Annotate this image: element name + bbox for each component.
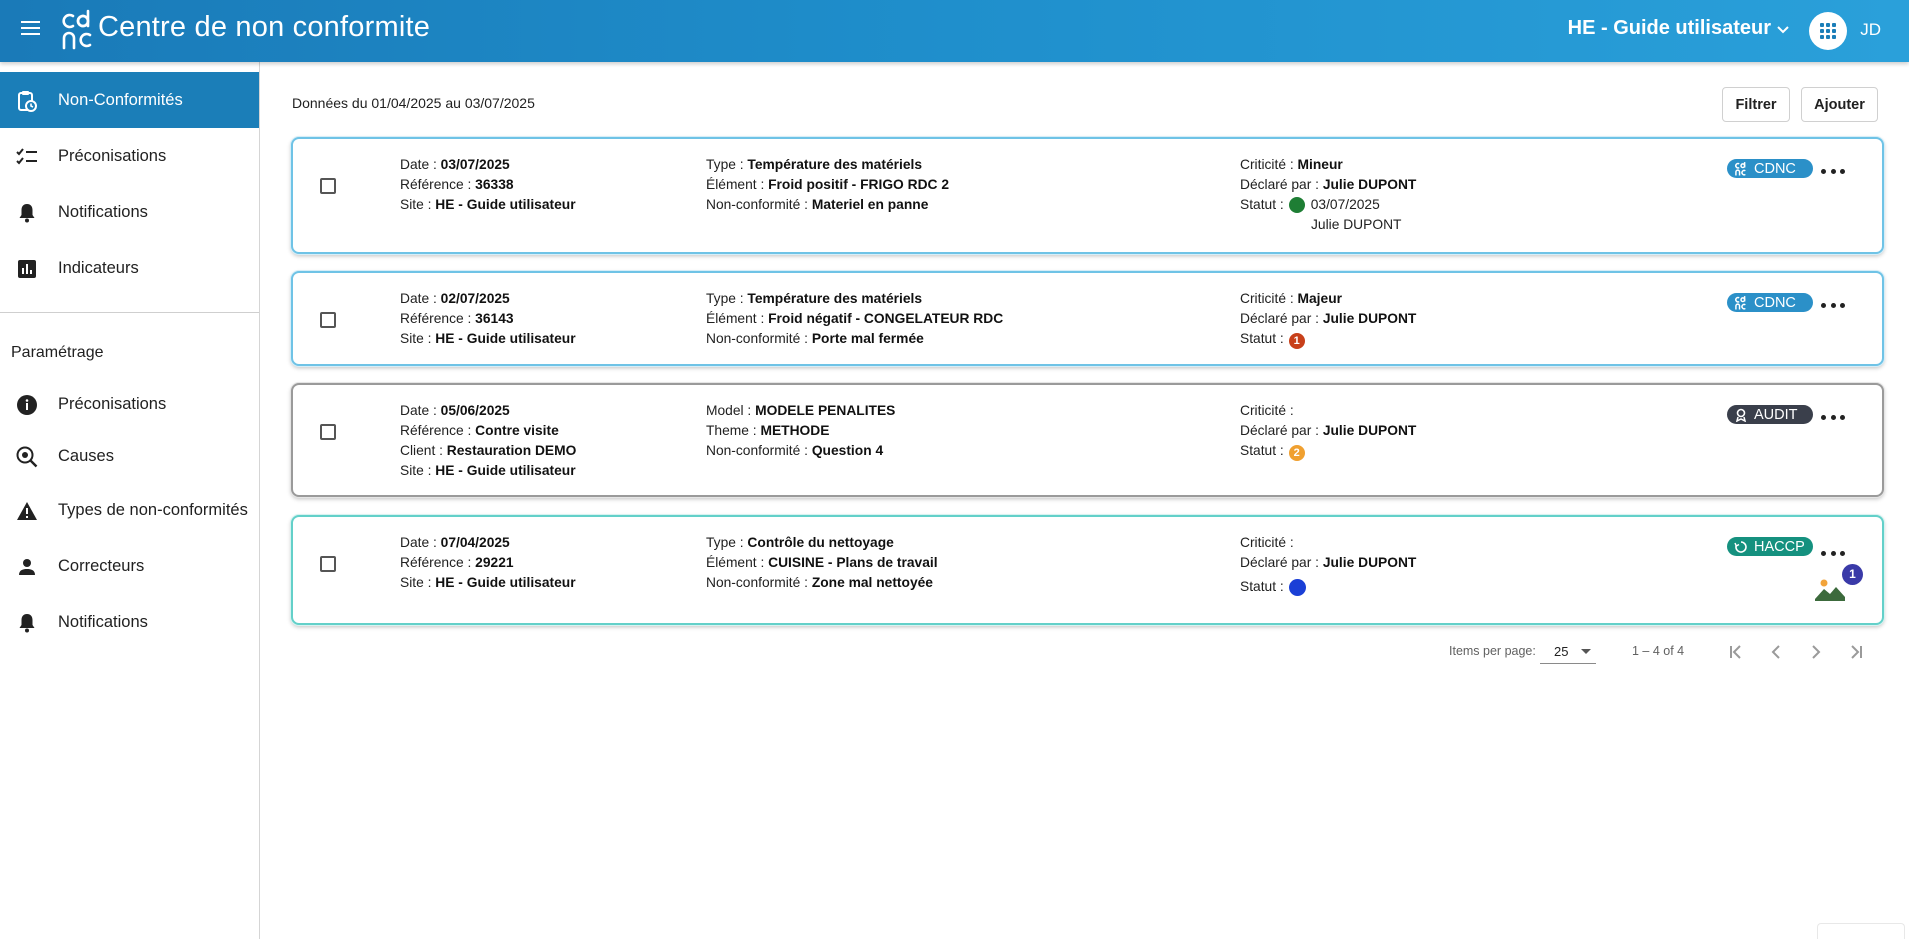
statut-label: Statut : xyxy=(1240,331,1284,346)
ref-label: Référence : xyxy=(400,311,472,326)
sidebar-item-settings-preconisations[interactable] xyxy=(0,376,259,432)
top-app-bar xyxy=(0,0,1909,62)
source-tag xyxy=(1727,405,1813,424)
tag-label: HACCP xyxy=(1754,538,1805,555)
sidebar-item-causes[interactable] xyxy=(0,428,259,484)
site-selector-label: HE - Guide utilisateur xyxy=(1567,17,1771,39)
sidebar-item-types-non-conformites[interactable] xyxy=(0,482,259,538)
type-label: Type : xyxy=(706,291,744,306)
ref-value: 29221 xyxy=(475,555,514,570)
cdnc-logo-icon xyxy=(1734,295,1748,311)
source-tag xyxy=(1727,159,1813,178)
add-button[interactable]: Ajouter xyxy=(1801,87,1878,122)
sidebar-item-label: Notifications xyxy=(58,612,148,631)
first-page-icon[interactable] xyxy=(1722,638,1750,666)
card-type-col xyxy=(706,533,938,593)
tag-label: CDNC xyxy=(1754,160,1796,177)
card-type-col xyxy=(706,155,949,215)
items-per-page-label: Items per page: xyxy=(1449,644,1536,658)
model-label: Model : xyxy=(706,403,752,418)
nc-label: Non-conformité : xyxy=(706,575,808,590)
ref-label: Référence : xyxy=(400,177,472,192)
site-value: HE - Guide utilisateur xyxy=(435,463,576,478)
statut-label: Statut : xyxy=(1240,197,1284,212)
crit-label: Criticité : xyxy=(1240,403,1294,418)
element-label: Élément : xyxy=(706,311,765,326)
audit-icon xyxy=(1734,408,1748,422)
ref-label: Référence : xyxy=(400,555,472,570)
menu-icon[interactable] xyxy=(18,17,44,43)
status-dot xyxy=(1289,579,1306,596)
date-label: Date : xyxy=(400,535,437,550)
declared-value: Julie DUPONT xyxy=(1322,177,1417,192)
element-value: CUISINE - Plans de travail xyxy=(768,555,938,570)
date-value: 07/04/2025 xyxy=(440,535,510,550)
type-value: Température des matériels xyxy=(747,291,923,306)
search-eye-icon xyxy=(16,446,38,468)
statut-by: Julie DUPONT xyxy=(1311,217,1402,232)
ref-value: 36338 xyxy=(475,177,514,192)
user-initials[interactable]: JD xyxy=(1860,20,1881,39)
more-actions-icon[interactable] xyxy=(1821,163,1845,179)
nc-value: Porte mal fermée xyxy=(811,331,924,346)
card-status-col xyxy=(1240,289,1416,349)
previous-page-icon[interactable] xyxy=(1762,638,1790,666)
date-value: 03/07/2025 xyxy=(440,157,510,172)
last-page-icon[interactable] xyxy=(1842,638,1870,666)
nc-label: Non-conformité : xyxy=(706,443,808,458)
sidebar-item-label: Indicateurs xyxy=(58,258,139,277)
client-value: Restauration DEMO xyxy=(446,443,577,458)
status-dot: 1 xyxy=(1289,333,1305,349)
nc-card[interactable] xyxy=(291,383,1884,497)
element-value: Froid négatif - CONGELATEUR RDC xyxy=(768,311,1004,326)
row-checkbox[interactable] xyxy=(320,178,336,194)
crit-value: Majeur xyxy=(1297,291,1342,306)
crit-value: Mineur xyxy=(1297,157,1343,172)
date-range-label: Données du 01/04/2025 au 03/07/2025 xyxy=(292,95,535,111)
tag-label: AUDIT xyxy=(1754,406,1798,423)
sidebar-item-preconisations[interactable] xyxy=(0,128,259,184)
declared-label: Déclaré par : xyxy=(1240,555,1319,570)
ref-label: Référence : xyxy=(400,423,472,438)
declared-label: Déclaré par : xyxy=(1240,177,1319,192)
sidebar-item-notifications[interactable] xyxy=(0,184,259,240)
statut-date: 03/07/2025 xyxy=(1310,197,1380,212)
ref-value: Contre visite xyxy=(475,423,559,438)
settings-section-label: Paramétrage xyxy=(11,344,104,361)
statut-label: Statut : xyxy=(1240,443,1284,458)
app-title: Centre de non conformite xyxy=(98,11,431,43)
cdnc-logo xyxy=(60,8,96,52)
card-info-col xyxy=(400,289,576,349)
sidebar-divider xyxy=(0,312,259,313)
type-label: Type : xyxy=(706,535,744,550)
site-label: Site : xyxy=(400,197,432,212)
declared-value: Julie DUPONT xyxy=(1322,555,1417,570)
site-value: HE - Guide utilisateur xyxy=(435,575,576,590)
date-label: Date : xyxy=(400,291,437,306)
clipboard-clock-icon xyxy=(16,90,38,112)
row-checkbox[interactable] xyxy=(320,312,336,328)
page-range-label: 1 – 4 of 4 xyxy=(1632,644,1685,658)
checklist-icon xyxy=(16,146,38,168)
more-actions-icon[interactable] xyxy=(1821,409,1845,425)
nc-card[interactable] xyxy=(291,515,1884,625)
attachment-count-badge: 1 xyxy=(1842,564,1863,585)
sidebar-item-non-conformites[interactable] xyxy=(0,72,259,128)
crit-label: Criticité : xyxy=(1240,157,1294,172)
date-value: 02/07/2025 xyxy=(440,291,510,306)
type-value: Température des matériels xyxy=(747,157,923,172)
warning-icon xyxy=(16,500,38,522)
sidebar-item-label: Préconisations xyxy=(58,146,167,165)
sidebar-item-indicateurs[interactable] xyxy=(0,240,259,296)
nc-label: Non-conformité : xyxy=(706,197,808,212)
bell-icon xyxy=(16,612,38,634)
declared-value: Julie DUPONT xyxy=(1322,311,1417,326)
status-dot: 2 xyxy=(1289,445,1305,461)
info-icon xyxy=(16,394,38,416)
sidebar-item-label: Correcteurs xyxy=(58,556,145,575)
type-value: Contrôle du nettoyage xyxy=(747,535,894,550)
filter-button[interactable]: Filtrer xyxy=(1722,87,1790,122)
status-dot xyxy=(1289,197,1305,213)
declared-label: Déclaré par : xyxy=(1240,311,1319,326)
sidebar-item-label: Types de non-conformités xyxy=(58,500,248,519)
element-label: Élément : xyxy=(706,177,765,192)
tag-label: CDNC xyxy=(1754,294,1796,311)
theme-value: METHODE xyxy=(760,423,830,438)
card-info-col xyxy=(400,155,576,215)
dropdown-arrow-icon xyxy=(1580,648,1592,656)
source-tag xyxy=(1727,293,1813,312)
card-status-col xyxy=(1240,401,1416,461)
date-label: Date : xyxy=(400,157,437,172)
card-type-col xyxy=(706,401,895,461)
more-actions-icon[interactable] xyxy=(1821,297,1845,313)
site-selector[interactable] xyxy=(1568,17,1791,40)
model-value: MODELE PENALITES xyxy=(755,403,896,418)
sidebar-item-label: Préconisations xyxy=(58,394,167,413)
image-attachment-icon[interactable] xyxy=(1815,577,1845,601)
date-value: 05/06/2025 xyxy=(440,403,510,418)
sidebar-item-label: Notifications xyxy=(58,202,148,221)
sidebar-item-label: Non-Conformités xyxy=(58,90,183,109)
source-tag xyxy=(1727,537,1813,556)
nc-card[interactable] xyxy=(291,271,1884,366)
next-page-icon[interactable] xyxy=(1802,638,1830,666)
declared-label: Déclaré par : xyxy=(1240,423,1319,438)
apps-grid-icon xyxy=(1819,22,1837,40)
card-status-col xyxy=(1240,155,1416,235)
bell-icon xyxy=(16,202,38,224)
card-info-col xyxy=(400,533,576,593)
element-value: Froid positif - FRIGO RDC 2 xyxy=(768,177,950,192)
row-checkbox[interactable] xyxy=(320,556,336,572)
row-checkbox[interactable] xyxy=(320,424,336,440)
nc-value: Question 4 xyxy=(811,443,884,458)
theme-label: Theme : xyxy=(706,423,757,438)
nc-value: Zone mal nettoyée xyxy=(811,575,933,590)
crit-label: Criticité : xyxy=(1240,291,1294,306)
declared-value: Julie DUPONT xyxy=(1322,423,1417,438)
items-per-page-value: 25 xyxy=(1554,644,1569,659)
sidebar xyxy=(0,62,260,939)
bar-chart-icon xyxy=(16,258,38,280)
type-label: Type : xyxy=(706,157,744,172)
card-status-col xyxy=(1240,533,1416,597)
apps-grid-button[interactable] xyxy=(1809,12,1847,50)
site-label: Site : xyxy=(400,575,432,590)
site-value: HE - Guide utilisateur xyxy=(435,331,576,346)
client-label: Client : xyxy=(400,443,443,458)
element-label: Élément : xyxy=(706,555,765,570)
ref-value: 36143 xyxy=(475,311,514,326)
person-icon xyxy=(16,556,38,578)
crit-label: Criticité : xyxy=(1240,535,1294,550)
nc-card[interactable] xyxy=(291,137,1884,254)
haccp-cycle-icon xyxy=(1734,540,1748,554)
items-per-page-select[interactable] xyxy=(1540,640,1596,664)
sidebar-item-label: Causes xyxy=(58,446,114,465)
cdnc-logo-icon xyxy=(1734,161,1748,177)
card-info-col xyxy=(400,401,576,481)
site-label: Site : xyxy=(400,463,432,478)
corner-tab xyxy=(1817,923,1905,939)
nc-value: Materiel en panne xyxy=(811,197,929,212)
more-actions-icon[interactable] xyxy=(1821,545,1845,561)
sidebar-item-correcteurs[interactable] xyxy=(0,538,259,594)
sidebar-item-settings-notifications[interactable] xyxy=(0,594,259,650)
site-label: Site : xyxy=(400,331,432,346)
card-type-col xyxy=(706,289,1003,349)
chevron-down-icon xyxy=(1775,21,1791,37)
statut-label: Statut : xyxy=(1240,579,1284,594)
site-value: HE - Guide utilisateur xyxy=(435,197,576,212)
nc-label: Non-conformité : xyxy=(706,331,808,346)
date-label: Date : xyxy=(400,403,437,418)
